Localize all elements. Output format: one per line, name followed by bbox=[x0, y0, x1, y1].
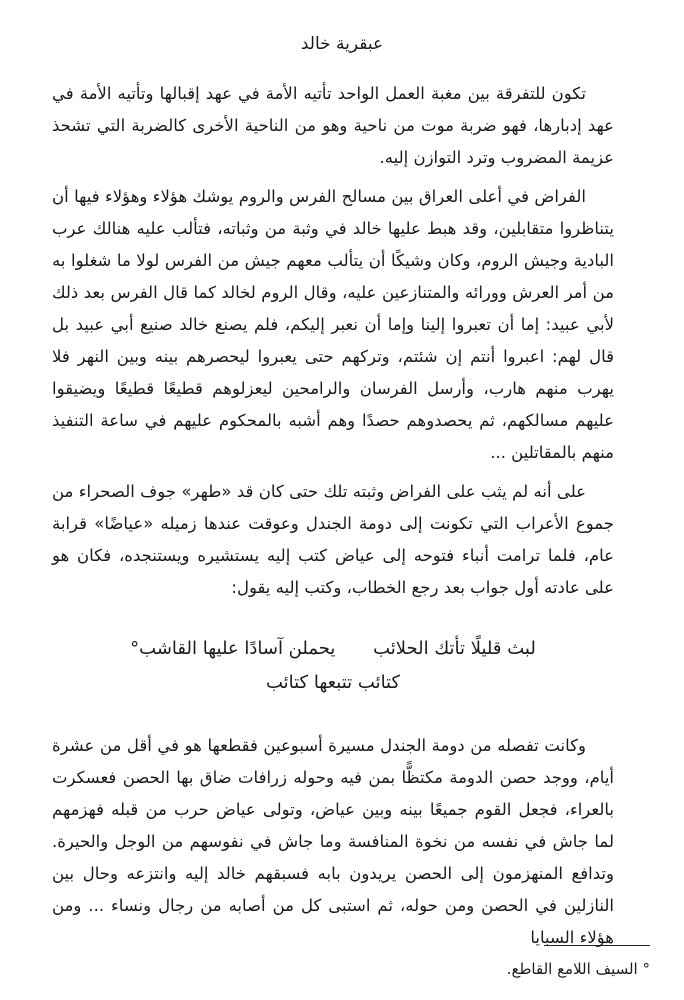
paragraph-1: تكون للتفرقة بين مغبة العمل الواحد تأتيه الأمة في عهد إقبالها وتأتيه الأمة في عهد إدبارها، فهو ضربة موت من ناحية وهو من الناحية الأخرى كالضربة التي تشحذ عزيمة المضروب وترد التوازن إليه. bbox=[52, 84, 614, 167]
poem-verse bbox=[52, 632, 614, 700]
verse-line-2: كتائب تتبعها كتائب bbox=[265, 672, 401, 693]
footnote: ° السيف اللامع القاطع. bbox=[506, 960, 650, 978]
paragraph-3: على أنه لم يثب على الفراض وثبته تلك حتى كان قد «طهر» جوف الصحراء من جموع الأعراب التي تكونت إلى دومة الجندل وعوقت عندها زميله «عياضًا» قرابة عام، فلما ترامت أنباء فتوحه إلى عياض كتب إليه يستشيره ويستنجده، فكان هو على عادته أول جواب بعد رجع الخطاب، وكتب إليه يقول: bbox=[52, 482, 614, 597]
verse-hemistich-first: لبث قليلًا تأتك الحلائب bbox=[373, 638, 536, 659]
footnote-divider bbox=[544, 945, 650, 946]
verse-hemistich-second: يحملن آسادًا عليها القاشب° bbox=[130, 638, 336, 659]
verse-line-1 bbox=[52, 632, 614, 666]
paragraph-4: وكانت تفصله من دومة الجندل مسيرة أسبوعين فقطعها هو في أقل من عشرة أيام، ووجد حصن الدومة مكتظًّا بمن فيه وحوله زرافات ضاق بها الحصن فعسكرت بالعراء، فجعل القوم جميعًا بينه وبين عياض، وتولى عياض حرب من قبله فهزمهم لما جاش في نفسه من نخوة المنافسة وما جاش في نفوسهم من الوجل والحيرة. وتدافع المنهزمون إلى الحصن يريدون بابه فسبقهم خالد إليه وانتزعه وحال بين النازلين في الحصن ومن حوله، ثم استبى كل من أصابه من رجال ونساء ... ومن هؤلاء السبايا bbox=[52, 736, 614, 947]
running-head: عبقرية خالد bbox=[300, 34, 384, 54]
body-text bbox=[52, 78, 614, 961]
paragraph-2: الفراض في أعلى العراق بين مسالح الفرس والروم يوشك هؤلاء وهؤلاء فيها أن يتناظروا متقابلين، وقد هبط عليها خالد في وثبة من وثباته، فتألب عليه هنالك عرب البادية وجيش الروم، وكان وشيكًا أن يتألب معهم جيش من الفرس لولا ما شغلوا به من أمر العرش وورائه والمتنازعين عليه، وقال الروم لخالد كما قال الفرس بعد ذلك لأبي عبيد: إما أن تعبروا إلينا وإما أن نعبر إليكم، فلم يصنع خالد صنيع أبي عبيد بل قال لهم: اعبروا أنتم إن شئتم، وتركهم حتى يعبروا ليحصرهم بينه وبين النهر فلا يهرب منهم هارب، وأرسل الفرسان والرامحين ليعزلوهم قطيعًا قطيعًا ويضيقوا عليهم مسالكهم، ثم يحصدوهم حصدًا وهم أشبه بالمحكوم عليهم في ساعة التنفيذ منهم بالمقاتلين ... bbox=[52, 187, 614, 462]
